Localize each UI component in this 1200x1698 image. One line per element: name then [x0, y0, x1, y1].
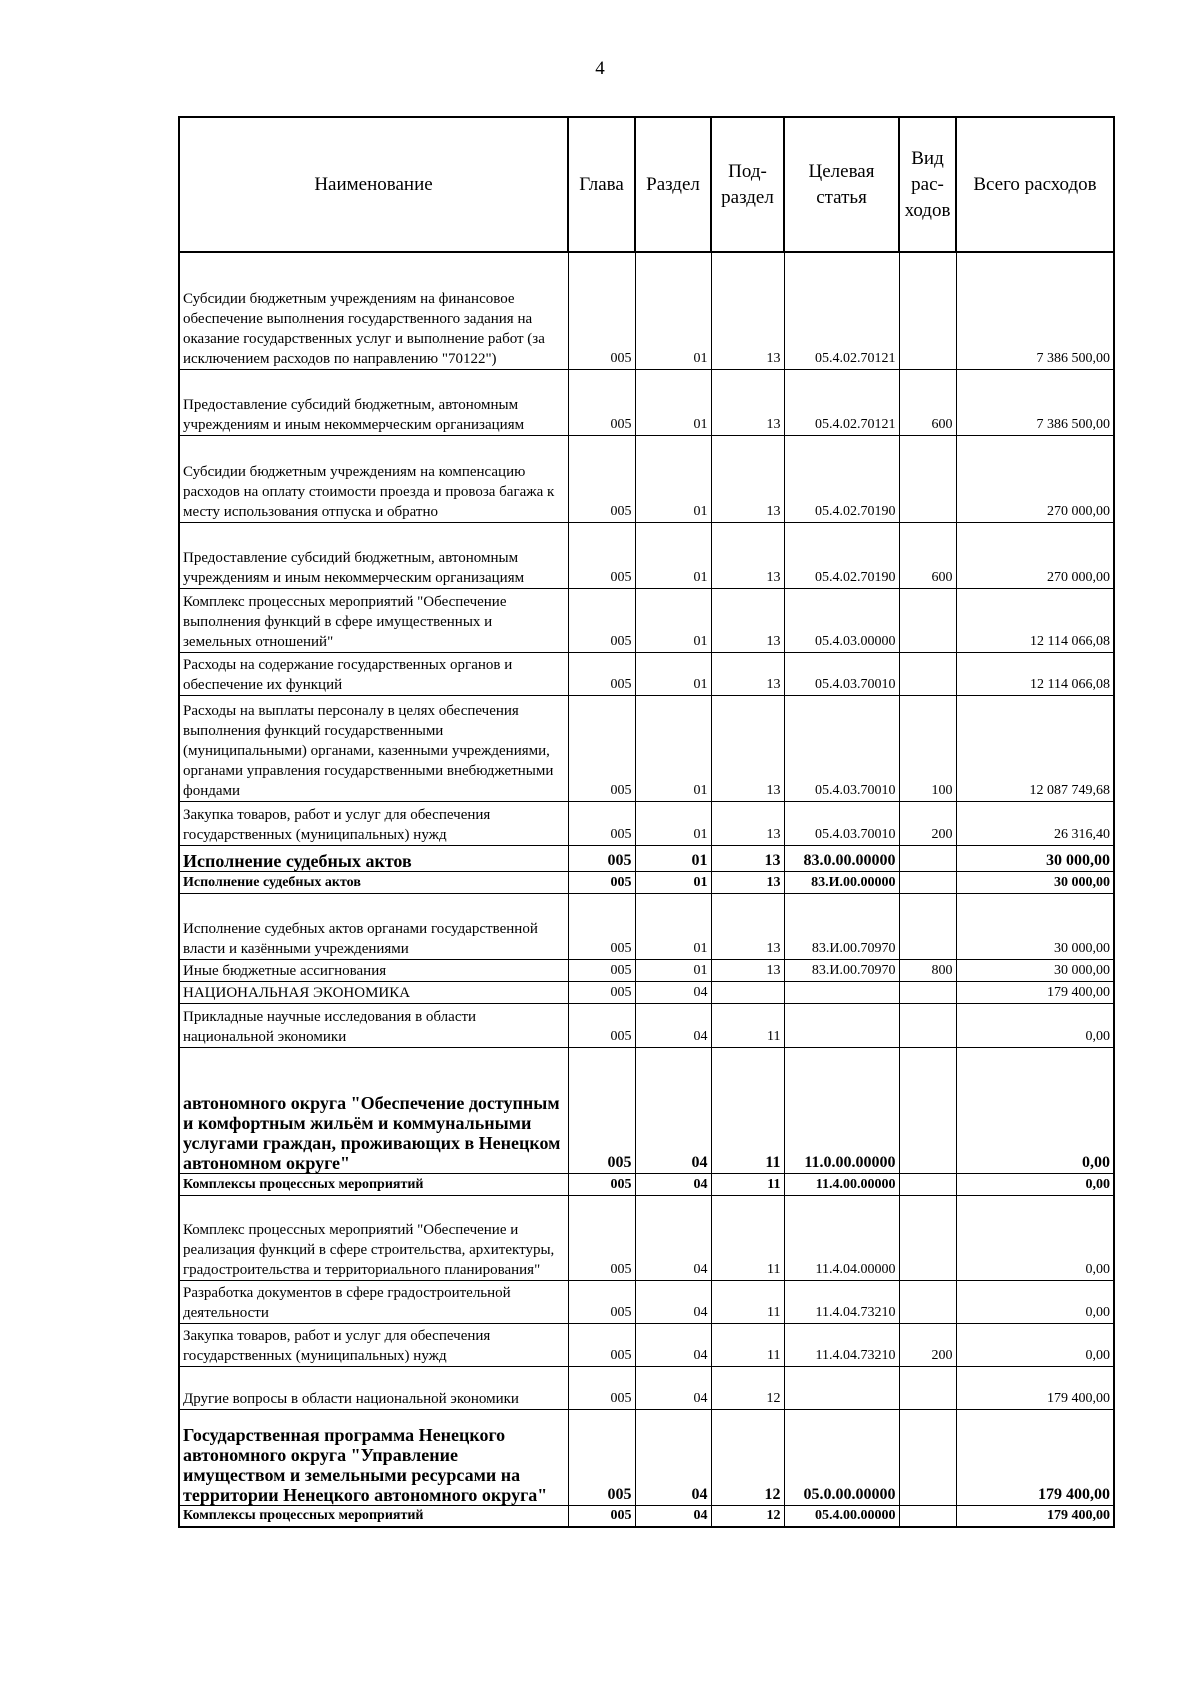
- table-row: [179, 652, 1114, 695]
- row-total: 270 000,00: [956, 522, 1114, 588]
- row-vid: 100: [899, 695, 956, 801]
- row-podrazdel: 11: [711, 1047, 784, 1173]
- row-glava: 005: [568, 252, 635, 369]
- row-name: Иные бюджетные ассигнования: [179, 959, 568, 981]
- row-podrazdel: 11: [711, 1323, 784, 1366]
- row-glava: 005: [568, 1173, 635, 1195]
- header-podrazdel: Под- раздел: [711, 117, 784, 252]
- row-celevaya: 11.0.00.00000: [784, 1047, 899, 1173]
- row-name: Исполнение судебных актов: [179, 871, 568, 893]
- table-row: [179, 871, 1114, 893]
- row-celevaya: 05.4.02.70190: [784, 522, 899, 588]
- row-podrazdel: 12: [711, 1366, 784, 1409]
- row-podrazdel: 13: [711, 959, 784, 981]
- row-name: Прикладные научные исследования в области национальной экономики: [179, 1003, 568, 1047]
- row-celevaya: [784, 1003, 899, 1047]
- row-vid: 800: [899, 959, 956, 981]
- row-name: Расходы на содержание государственных органов и обеспечение их функций: [179, 652, 568, 695]
- row-vid: [899, 435, 956, 522]
- row-razdel: 04: [635, 1505, 711, 1527]
- row-name: Комплекс процессных мероприятий "Обеспечение и реализация функций в сфере строительства, архитектуры, градостроительства и территориального планирования": [179, 1195, 568, 1280]
- row-razdel: 04: [635, 981, 711, 1003]
- row-total: 0,00: [956, 1003, 1114, 1047]
- row-name: Предоставление субсидий бюджетным, автономным учреждениям и иным некоммерческим организациям: [179, 369, 568, 435]
- row-name: Исполнение судебных актов органами государственной власти и казёнными учреждениями: [179, 893, 568, 959]
- row-podrazdel: 12: [711, 1505, 784, 1527]
- row-celevaya: 11.4.04.00000: [784, 1195, 899, 1280]
- row-vid: 600: [899, 522, 956, 588]
- row-name: Другие вопросы в области национальной экономики: [179, 1366, 568, 1409]
- row-name: Разработка документов в сфере градостроительной деятельности: [179, 1280, 568, 1323]
- row-celevaya: 11.4.04.73210: [784, 1280, 899, 1323]
- row-total: 12 114 066,08: [956, 588, 1114, 652]
- row-total: 179 400,00: [956, 1505, 1114, 1527]
- row-glava: 005: [568, 981, 635, 1003]
- row-vid: [899, 1280, 956, 1323]
- row-razdel: 01: [635, 695, 711, 801]
- row-vid: [899, 845, 956, 871]
- row-razdel: 04: [635, 1003, 711, 1047]
- row-vid: [899, 871, 956, 893]
- row-podrazdel: 13: [711, 252, 784, 369]
- row-podrazdel: 13: [711, 522, 784, 588]
- row-name: Расходы на выплаты персоналу в целях обеспечения выполнения функций государственными (муниципальными) органами, казенными учреждениями, органами управления государственными внебюджетными фондами: [179, 695, 568, 801]
- row-razdel: 04: [635, 1047, 711, 1173]
- table-row: [179, 1047, 1114, 1173]
- table-row: [179, 1280, 1114, 1323]
- row-name: Исполнение судебных актов: [179, 845, 568, 871]
- row-glava: 005: [568, 369, 635, 435]
- row-vid: [899, 981, 956, 1003]
- row-celevaya: 11.4.00.00000: [784, 1173, 899, 1195]
- row-glava: 005: [568, 695, 635, 801]
- row-vid: [899, 1195, 956, 1280]
- row-glava: 005: [568, 435, 635, 522]
- header-celevaya: Целевая статья: [784, 117, 899, 252]
- row-glava: 005: [568, 652, 635, 695]
- table-row: [179, 1366, 1114, 1409]
- row-total: 7 386 500,00: [956, 252, 1114, 369]
- row-glava: 005: [568, 1003, 635, 1047]
- row-total: 0,00: [956, 1173, 1114, 1195]
- row-podrazdel: 11: [711, 1280, 784, 1323]
- row-podrazdel: 13: [711, 893, 784, 959]
- row-total: 26 316,40: [956, 801, 1114, 845]
- row-name: автономного округа "Обеспечение доступным и комфортным жильём и коммунальными услугами граждан, проживающих в Ненецком автономном округе": [179, 1047, 568, 1173]
- row-razdel: 01: [635, 369, 711, 435]
- row-vid: 600: [899, 369, 956, 435]
- row-total: 0,00: [956, 1323, 1114, 1366]
- row-vid: [899, 1505, 956, 1527]
- row-glava: 005: [568, 522, 635, 588]
- row-name: Государственная программа Ненецкого автономного округа "Управление имуществом и земельными ресурсами на территории Ненецкого автономного округа": [179, 1409, 568, 1505]
- row-name: Субсидии бюджетным учреждениям на компенсацию расходов на оплату стоимости проезда и провоза багажа к месту использования отпуска и обратно: [179, 435, 568, 522]
- row-total: 30 000,00: [956, 959, 1114, 981]
- row-razdel: 01: [635, 252, 711, 369]
- table-row: [179, 369, 1114, 435]
- row-total: 179 400,00: [956, 1366, 1114, 1409]
- row-celevaya: 05.4.03.70010: [784, 652, 899, 695]
- row-celevaya: 05.4.03.00000: [784, 588, 899, 652]
- row-total: 30 000,00: [956, 845, 1114, 871]
- row-razdel: 04: [635, 1173, 711, 1195]
- page-number: 4: [595, 58, 605, 79]
- row-razdel: 01: [635, 871, 711, 893]
- header-total: Всего расходов: [956, 117, 1114, 252]
- row-vid: [899, 893, 956, 959]
- row-podrazdel: 13: [711, 652, 784, 695]
- row-glava: 005: [568, 1047, 635, 1173]
- row-razdel: 01: [635, 435, 711, 522]
- row-vid: [899, 652, 956, 695]
- row-name: Комплексы процессных мероприятий: [179, 1173, 568, 1195]
- row-name: Закупка товаров, работ и услуг для обеспечения государственных (муниципальных) нужд: [179, 1323, 568, 1366]
- row-razdel: 04: [635, 1366, 711, 1409]
- row-razdel: 01: [635, 959, 711, 981]
- row-razdel: 04: [635, 1280, 711, 1323]
- table-row: [179, 1409, 1114, 1505]
- row-podrazdel: 13: [711, 801, 784, 845]
- row-name: Предоставление субсидий бюджетным, автономным учреждениям и иным некоммерческим организациям: [179, 522, 568, 588]
- table-row: [179, 893, 1114, 959]
- row-vid: [899, 252, 956, 369]
- row-total: 0,00: [956, 1280, 1114, 1323]
- row-vid: 200: [899, 801, 956, 845]
- row-celevaya: 83.И.00.70970: [784, 959, 899, 981]
- table-row: [179, 435, 1114, 522]
- row-total: 0,00: [956, 1195, 1114, 1280]
- table-row: [179, 522, 1114, 588]
- row-celevaya: 11.4.04.73210: [784, 1323, 899, 1366]
- row-podrazdel: 11: [711, 1173, 784, 1195]
- row-glava: 005: [568, 871, 635, 893]
- row-celevaya: 05.4.02.70121: [784, 252, 899, 369]
- row-glava: 005: [568, 959, 635, 981]
- header-razdel: Раздел: [635, 117, 711, 252]
- row-total: 179 400,00: [956, 981, 1114, 1003]
- budget-table: [178, 116, 1115, 1528]
- row-podrazdel: 13: [711, 845, 784, 871]
- table-row: [179, 1323, 1114, 1366]
- table-row: [179, 959, 1114, 981]
- row-celevaya: 05.4.02.70190: [784, 435, 899, 522]
- row-vid: [899, 1173, 956, 1195]
- row-glava: 005: [568, 801, 635, 845]
- table-row: [179, 1505, 1114, 1527]
- row-celevaya: 05.0.00.00000: [784, 1409, 899, 1505]
- table-row: [179, 981, 1114, 1003]
- row-vid: [899, 1409, 956, 1505]
- row-glava: 005: [568, 1409, 635, 1505]
- row-vid: 200: [899, 1323, 956, 1366]
- table-row: [179, 252, 1114, 369]
- row-name: Закупка товаров, работ и услуг для обеспечения государственных (муниципальных) нужд: [179, 801, 568, 845]
- row-celevaya: 83.И.00.00000: [784, 871, 899, 893]
- row-vid: [899, 1047, 956, 1173]
- header-vid: Вид рас- ходов: [899, 117, 956, 252]
- row-razdel: 01: [635, 522, 711, 588]
- row-glava: 005: [568, 1323, 635, 1366]
- row-razdel: 01: [635, 588, 711, 652]
- row-vid: [899, 1003, 956, 1047]
- header-row: [179, 117, 1114, 252]
- row-glava: 005: [568, 1366, 635, 1409]
- row-vid: [899, 588, 956, 652]
- row-podrazdel: 11: [711, 1195, 784, 1280]
- row-name: Субсидии бюджетным учреждениям на финансовое обеспечение выполнения государственного задания на оказание государственных услуг и выполнение работ (за исключением расходов по направлению "70122"): [179, 252, 568, 369]
- row-total: 270 000,00: [956, 435, 1114, 522]
- row-glava: 005: [568, 1280, 635, 1323]
- row-glava: 005: [568, 1195, 635, 1280]
- header-name: Наименование: [179, 117, 568, 252]
- row-razdel: 04: [635, 1195, 711, 1280]
- row-celevaya: 83.0.00.00000: [784, 845, 899, 871]
- row-podrazdel: 13: [711, 695, 784, 801]
- row-total: 12 087 749,68: [956, 695, 1114, 801]
- row-glava: 005: [568, 1505, 635, 1527]
- table-row: [179, 588, 1114, 652]
- row-celevaya: 83.И.00.70970: [784, 893, 899, 959]
- table-row: [179, 801, 1114, 845]
- row-razdel: 04: [635, 1323, 711, 1366]
- row-vid: [899, 1366, 956, 1409]
- row-razdel: 01: [635, 845, 711, 871]
- row-total: 0,00: [956, 1047, 1114, 1173]
- row-podrazdel: 11: [711, 1003, 784, 1047]
- row-celevaya: 05.4.00.00000: [784, 1505, 899, 1527]
- row-glava: 005: [568, 588, 635, 652]
- row-total: 30 000,00: [956, 871, 1114, 893]
- row-total: 12 114 066,08: [956, 652, 1114, 695]
- row-total: 30 000,00: [956, 893, 1114, 959]
- header-glava: Глава: [568, 117, 635, 252]
- row-celevaya: [784, 1366, 899, 1409]
- row-razdel: 01: [635, 652, 711, 695]
- row-name: НАЦИОНАЛЬНАЯ ЭКОНОМИКА: [179, 981, 568, 1003]
- table-row: [179, 695, 1114, 801]
- row-total: 179 400,00: [956, 1409, 1114, 1505]
- row-celevaya: 05.4.03.70010: [784, 801, 899, 845]
- row-celevaya: 05.4.02.70121: [784, 369, 899, 435]
- row-name: Комплексы процессных мероприятий: [179, 1505, 568, 1527]
- row-podrazdel: 13: [711, 435, 784, 522]
- row-podrazdel: 13: [711, 871, 784, 893]
- row-glava: 005: [568, 845, 635, 871]
- row-total: 7 386 500,00: [956, 369, 1114, 435]
- table-row: [179, 1195, 1114, 1280]
- row-podrazdel: 13: [711, 369, 784, 435]
- row-celevaya: [784, 981, 899, 1003]
- row-razdel: 01: [635, 801, 711, 845]
- row-podrazdel: 13: [711, 588, 784, 652]
- table-row: [179, 1003, 1114, 1047]
- table-row: [179, 845, 1114, 871]
- table-row: [179, 1173, 1114, 1195]
- row-razdel: 04: [635, 1409, 711, 1505]
- row-podrazdel: 12: [711, 1409, 784, 1505]
- row-glava: 005: [568, 893, 635, 959]
- row-podrazdel: [711, 981, 784, 1003]
- row-name: Комплекс процессных мероприятий "Обеспечение выполнения функций в сфере имущественных и земельных отношений": [179, 588, 568, 652]
- row-razdel: 01: [635, 893, 711, 959]
- row-celevaya: 05.4.03.70010: [784, 695, 899, 801]
